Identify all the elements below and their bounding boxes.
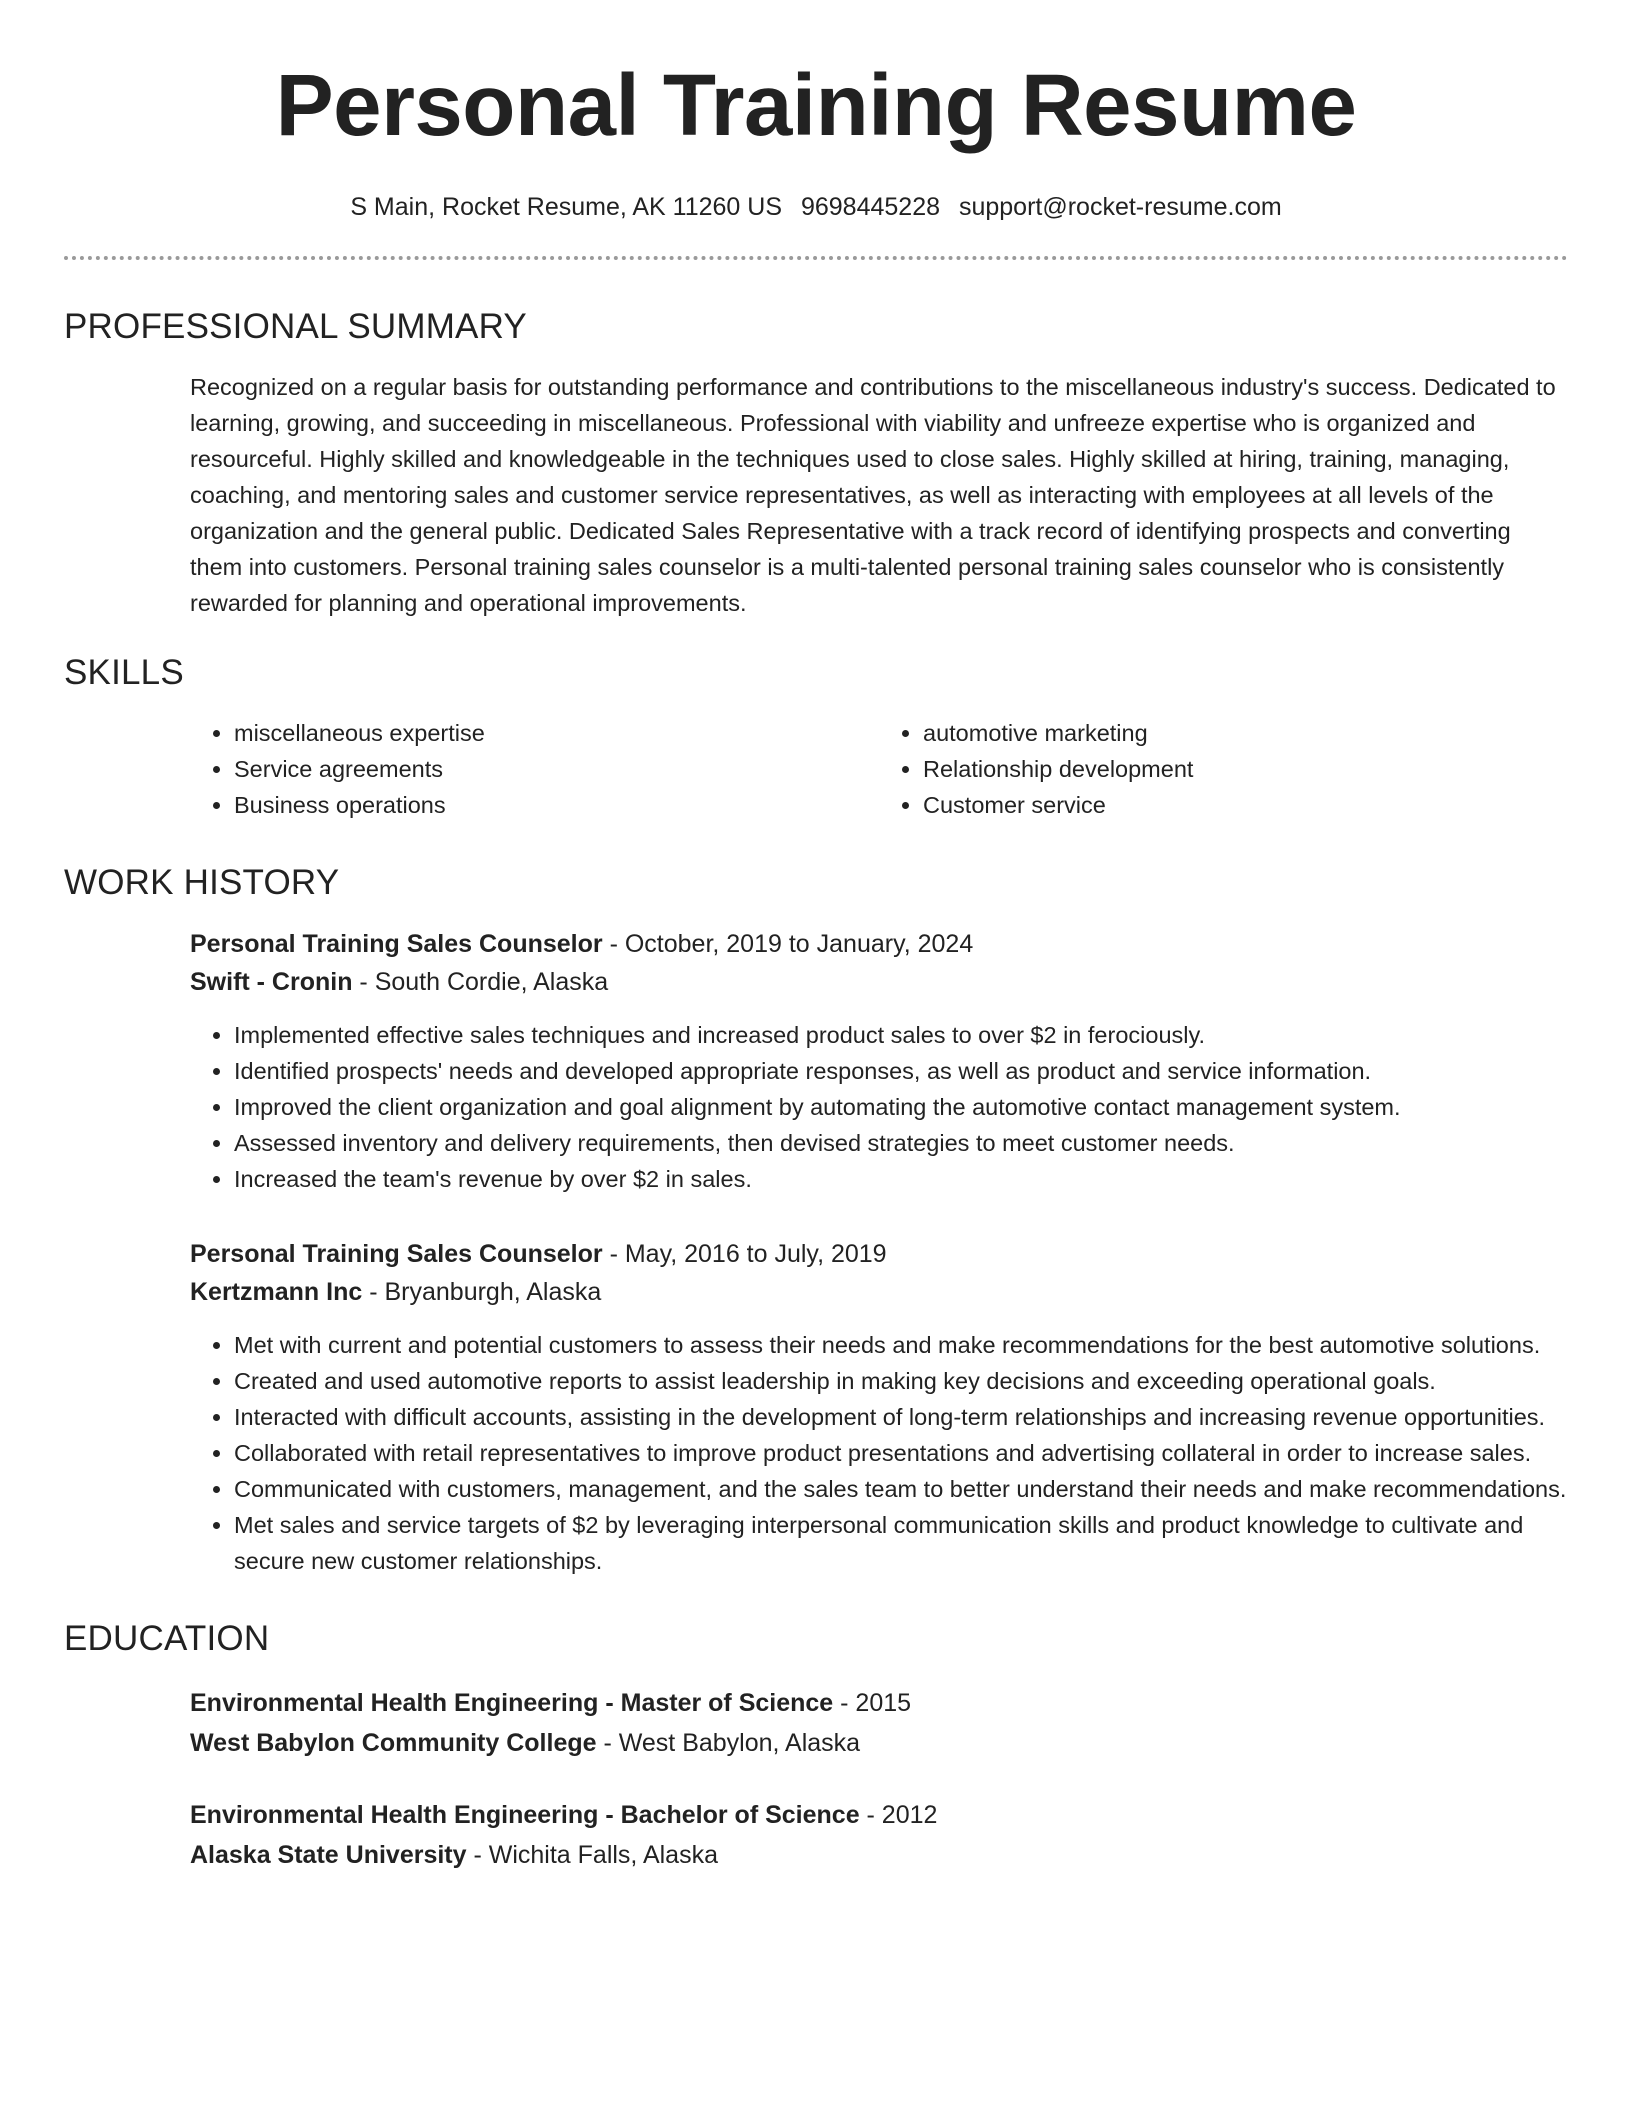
job-title: Personal Training Sales Counselor	[190, 1240, 603, 1268]
job-dates: - October, 2019 to January, 2024	[602, 930, 974, 958]
skills-section	[64, 715, 1568, 823]
job-title-line	[190, 1235, 1568, 1273]
job-company: Kertzmann Inc	[190, 1278, 363, 1306]
summary-heading: PROFESSIONAL SUMMARY	[64, 307, 527, 346]
education-entry	[190, 1795, 1568, 1875]
job-bullet: • Identified prospects' needs and developed appropriate responses, as well as product and service information.	[234, 1053, 1568, 1089]
education-degree: Environmental Health Engineering - Master of Science	[190, 1689, 834, 1717]
job-bullet: • Implemented effective sales techniques and increased product sales to over $2 in ferociously.	[234, 1017, 1568, 1053]
education-heading: EDUCATION	[64, 1619, 270, 1658]
skill-item: • miscellaneous expertise	[234, 715, 879, 751]
work-history-section	[64, 925, 1568, 1579]
header-divider	[64, 256, 1568, 260]
job-bullets	[190, 1017, 1568, 1197]
summary-section	[64, 369, 1568, 621]
education-year: - 2012	[859, 1801, 938, 1829]
job-bullet: • Interacted with difficult accounts, assisting in the development of long-term relationships and increasing revenue opportunities.	[234, 1399, 1568, 1435]
education-school: Alaska State University	[190, 1841, 467, 1869]
job-bullet: • Created and used automotive reports to assist leadership in making key decisions and exceeding operational goals.	[234, 1363, 1568, 1399]
summary-text: Recognized on a regular basis for outstanding performance and contributions to the miscellaneous industry's success. Dedicated to learning, growing, and succeeding in miscellaneous. Professional with viability and unfreeze expertise who is organized and resourceful. Highly skilled and knowledgeable in the techniques used to close sales. Highly skilled at hiring, training, managing, coaching, and mentoring sales and customer service representatives, as well as interacting with employees at all levels of the organization and the general public. Dedicated Sales Representative with a track record of identifying prospects and converting them into customers. Personal training sales counselor is a multi-talented personal training sales counselor who is consistently rewarded for planning and operational improvements.	[190, 374, 1556, 616]
job-location: - Bryanburgh, Alaska	[362, 1278, 602, 1306]
education-location: - West Babylon, Alaska	[596, 1729, 861, 1757]
education-section	[64, 1683, 1568, 1875]
skills-column-right	[879, 715, 1568, 823]
job-bullet: • Improved the client organization and goal alignment by automating the automotive contact management system.	[234, 1089, 1568, 1125]
contact-line	[64, 190, 1568, 224]
education-school-line	[190, 1835, 1568, 1875]
education-degree: Environmental Health Engineering - Bachelor of Science	[190, 1801, 860, 1829]
job-bullet: • Increased the team's revenue by over $2 in sales.	[234, 1161, 1568, 1197]
job-bullet: • Assessed inventory and delivery requirements, then devised strategies to meet customer needs.	[234, 1125, 1568, 1161]
job-location: - South Cordie, Alaska	[352, 968, 609, 996]
education-degree-line	[190, 1683, 1568, 1723]
job-title-line	[190, 925, 1568, 963]
skill-item: • Service agreements	[234, 751, 879, 787]
education-school-line	[190, 1723, 1568, 1763]
education-entry	[190, 1683, 1568, 1763]
resume-title: Personal Training Resume	[275, 57, 1357, 154]
job-title: Personal Training Sales Counselor	[190, 930, 603, 958]
job-company: Swift - Cronin	[190, 968, 353, 996]
skill-item: • automotive marketing	[923, 715, 1568, 751]
job-entry	[190, 1235, 1568, 1579]
job-company-line	[190, 1273, 1568, 1311]
skills-heading: SKILLS	[64, 653, 184, 692]
skill-item: • Relationship development	[923, 751, 1568, 787]
education-school: West Babylon Community College	[190, 1729, 597, 1757]
skill-item: • Business operations	[234, 787, 879, 823]
contact-email: support@rocket-resume.com	[958, 193, 1282, 221]
skills-column-left	[190, 715, 879, 823]
job-bullet: • Collaborated with retail representatives to improve product presentations and advertising collateral in order to increase sales.	[234, 1435, 1568, 1471]
job-dates: - May, 2016 to July, 2019	[602, 1240, 887, 1268]
education-location: - Wichita Falls, Alaska	[466, 1841, 718, 1869]
skill-item: • Customer service	[923, 787, 1568, 823]
job-bullet: • Met sales and service targets of $2 by leveraging interpersonal communication skills and product knowledge to cultivate and secure new customer relationships.	[234, 1507, 1568, 1579]
skills-grid	[190, 715, 1568, 823]
education-degree-line	[190, 1795, 1568, 1835]
work-history-heading: WORK HISTORY	[64, 863, 340, 902]
contact-phone: 9698445228	[800, 193, 941, 221]
job-company-line	[190, 963, 1568, 1001]
job-bullets	[190, 1327, 1568, 1579]
job-bullet: • Met with current and potential customers to assess their needs and make recommendations for the best automotive solutions.	[234, 1327, 1568, 1363]
job-entry	[190, 925, 1568, 1197]
contact-address: S Main, Rocket Resume, AK 11260 US	[350, 193, 783, 221]
job-bullet: • Communicated with customers, management, and the sales team to better understand their needs and make recommendations.	[234, 1471, 1568, 1507]
education-year: - 2015	[833, 1689, 912, 1717]
